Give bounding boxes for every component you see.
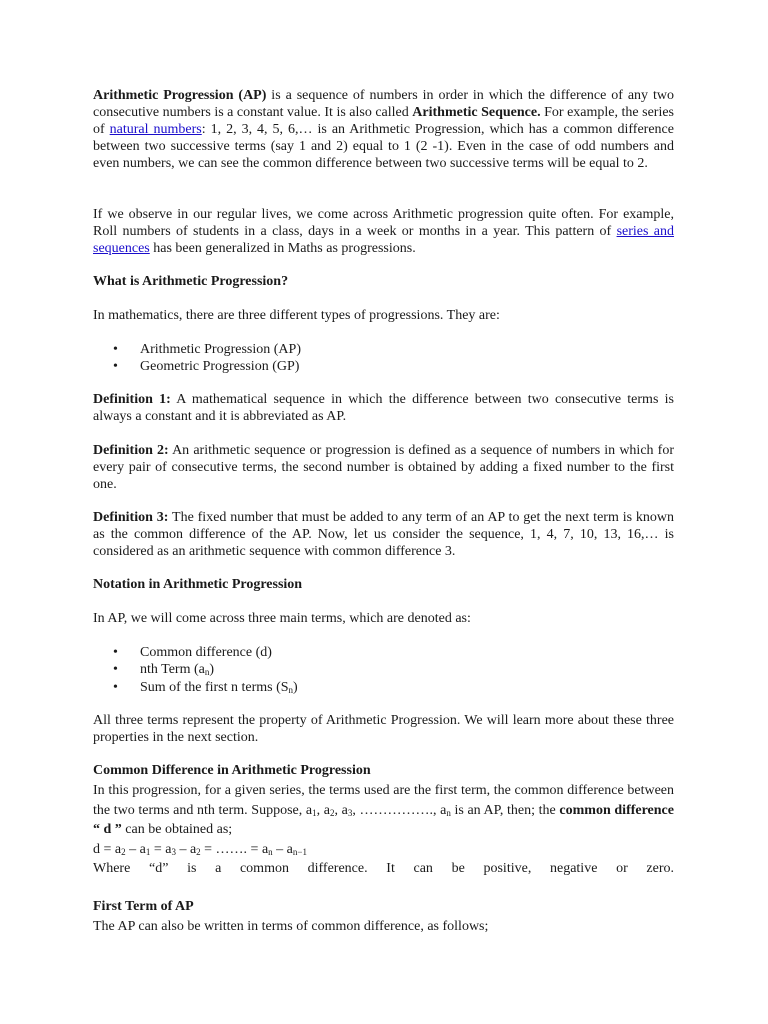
text: is an AP, then; the <box>450 802 560 818</box>
text: = ……. = a <box>200 841 269 857</box>
subscript: n <box>446 807 451 818</box>
subscript: 3 <box>171 846 176 857</box>
text: An arithmetic sequence or progression is defined as a sequence of numbers in which for every pair of consecutive terms, the second number is obtained by adding a fixed number to the first one. <box>93 443 674 492</box>
definition-label: Definition 3: <box>93 510 169 525</box>
text: , ……………., a <box>352 802 447 818</box>
subscript: 3 <box>347 807 353 818</box>
list-item: • Geometric Progression (GP) <box>93 358 301 375</box>
paragraph-where-d: Where “d” is a common difference. It can be positive, negative or zero. <box>93 861 674 876</box>
text: ) <box>209 662 215 678</box>
text: – a <box>175 841 197 857</box>
term-bold: Arithmetic Sequence. <box>412 105 541 120</box>
definition-label: Definition 1: <box>93 392 171 407</box>
paragraph-properties: All three terms represent the property of Arithmetic Progression. We will learn more about these three properties in the next section. <box>93 713 674 745</box>
text: The fixed number that must be added to any term of an AP to get the next term is known as the common difference of the AP. Now, let us consider the sequence, 1, 4, 7, 10, 13, 16,… is considered as an arithmetic sequence with common difference 3. <box>93 510 674 559</box>
text: Sum of the first n terms (S <box>140 679 289 695</box>
notation-list <box>93 644 298 696</box>
text: In this progression, for a given series, the terms used are the first term, the common difference between the two terms and nth term. Suppose, a <box>93 783 674 818</box>
progression-types-list <box>93 341 301 376</box>
text: For example, the series of <box>93 105 674 137</box>
text: – a <box>272 841 293 857</box>
paragraph-common-difference <box>93 781 674 840</box>
paragraph-examples <box>93 206 674 257</box>
list-item <box>93 644 298 661</box>
text: nth Term (a <box>140 662 205 678</box>
formula <box>93 840 674 860</box>
paragraph-first-term: The AP can also be written in terms of common difference, as follows; <box>93 919 489 934</box>
subscript: n <box>204 667 210 678</box>
heading-what-is-ap: What is Arithmetic Progression? <box>93 274 289 289</box>
heading-first-term: First Term of AP <box>93 899 194 914</box>
text: : 1, 2, 3, 4, 5, 6,… is an Arithmetic Progression, which has a common difference between two successive terms (say 1 and 2) equal to 1 (2 -1). Even in the case of odd numbers and even numbers, we can see the common difference between two successive terms will be equal to 2. <box>93 122 674 171</box>
natural-numbers-link[interactable]: natural numbers <box>109 122 202 137</box>
paragraph-types: In mathematics, there are three different types of progressions. They are: <box>93 308 500 323</box>
subscript: n <box>288 684 294 695</box>
definition-3 <box>93 509 674 560</box>
text: , a <box>316 802 330 818</box>
subscript: n−1 <box>292 846 307 857</box>
text: A mathematical sequence in which the difference between two consecutive terms is always a constant and it is abbreviated as AP. <box>93 392 674 424</box>
heading-common-difference: Common Difference in Arithmetic Progression <box>93 763 371 778</box>
text: can be obtained as; <box>121 822 233 837</box>
subscript: 2 <box>121 846 126 857</box>
subscript: 1 <box>312 807 317 818</box>
common-difference-section <box>93 781 674 879</box>
list-item: • Arithmetic Progression (AP) <box>93 341 301 358</box>
text: = a <box>150 841 172 857</box>
series-sequences-link[interactable]: series and sequences <box>93 224 674 256</box>
subscript: 1 <box>145 846 151 857</box>
list-item <box>93 661 298 678</box>
subscript: 2 <box>196 846 201 857</box>
text: ) <box>293 679 298 695</box>
text: Common difference (d) <box>140 645 272 660</box>
definition-2 <box>93 442 674 493</box>
definition-label: Definition 2: <box>93 443 169 458</box>
text: – a <box>125 841 146 857</box>
heading-notation: Notation in Arithmetic Progression <box>93 577 303 592</box>
text: , a <box>334 802 348 818</box>
text: is a sequence of numbers in order in which the difference of any two consecutive numbers is a constant value. It is also called <box>93 88 674 120</box>
term-bold: Arithmetic Progression (AP) <box>93 88 267 103</box>
subscript: 2 <box>329 807 335 818</box>
list-item <box>93 679 298 696</box>
subscript: n <box>268 846 273 857</box>
term-bold: common difference “ d ” <box>93 802 674 837</box>
intro-paragraph <box>93 87 674 172</box>
definition-1 <box>93 391 674 425</box>
text: has been generalized in Maths as progressions. <box>149 241 416 256</box>
text: If we observe in our regular lives, we come across Arithmetic progression quite often. For example, Roll numbers of students in a class, days in a week or months in a year. This pattern of <box>93 207 674 239</box>
text: d = a <box>93 841 122 857</box>
paragraph-notation: In AP, we will come across three main terms, which are denoted as: <box>93 611 471 626</box>
